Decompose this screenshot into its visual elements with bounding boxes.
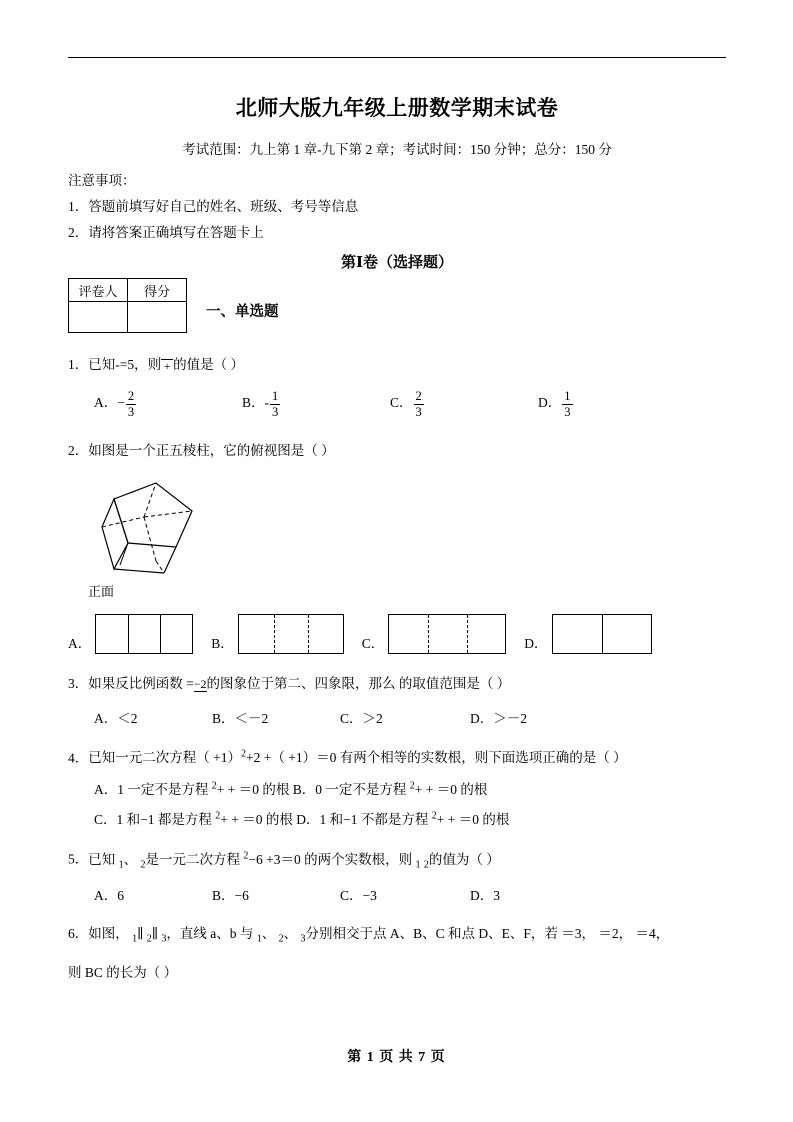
page-content bbox=[68, 0, 726, 981]
view-b-box bbox=[238, 614, 344, 654]
question-3-number: 3． bbox=[68, 676, 89, 692]
question-5-option-d[interactable] bbox=[470, 884, 500, 904]
view-d-box bbox=[552, 614, 652, 654]
view-a-line-1 bbox=[128, 615, 129, 653]
question-5-option-c-text: −3 bbox=[362, 888, 377, 904]
grader-label: 评卷人 bbox=[69, 279, 128, 302]
question-2-option-d[interactable] bbox=[524, 614, 651, 654]
question-1-option-d-label: D． bbox=[538, 395, 562, 411]
question-1-stem-a: 已知-=5，则 bbox=[88, 357, 162, 372]
question-5-option-d-text: 3 bbox=[493, 888, 500, 904]
view-b-line-2 bbox=[308, 615, 309, 653]
num: 2 bbox=[415, 389, 422, 404]
question-1-option-b-fraction bbox=[270, 389, 280, 419]
question-2-option-c-label: C． bbox=[361, 636, 385, 652]
question-1-option-b[interactable] bbox=[216, 389, 364, 419]
question-6-stem-line-1: 如图， $_1$∥ $_2$∥ $_3$，直线 a、b 与 $_1$、 $_2$、 $_3$分别相交于点 A、B、C 和点 D、E、F，若 ＝3， ＝2， ＝4， bbox=[88, 926, 670, 946]
question-3-frac-den bbox=[194, 691, 207, 692]
view-d-line-1 bbox=[602, 615, 603, 653]
question-2-option-a-label: A． bbox=[68, 636, 92, 652]
question-3-option-a[interactable] bbox=[94, 707, 212, 727]
question-3-option-b-label: B． bbox=[212, 710, 235, 726]
den: 3 bbox=[272, 404, 279, 419]
question-1-option-c-label: C． bbox=[390, 395, 413, 411]
score-label: 得分 bbox=[128, 279, 187, 302]
question-1-option-b-sign: - bbox=[264, 395, 270, 411]
question-3-option-b[interactable] bbox=[212, 707, 340, 727]
note-item-1 bbox=[68, 195, 726, 215]
question-3-stem-b: 的图象位于第二、四象限，那么 的取值范围是（ ） bbox=[206, 676, 511, 692]
question-3-frac-num: −2 bbox=[193, 677, 207, 692]
page-footer: 第 1 页 共 7 页 bbox=[347, 1050, 446, 1065]
question-1-option-a-sign: − bbox=[117, 395, 125, 411]
den: 3 bbox=[564, 404, 571, 419]
score-row bbox=[68, 278, 726, 340]
question-1-frac-den: + bbox=[161, 359, 173, 373]
question-6-number: 6． bbox=[68, 926, 89, 942]
question-1-stem-b: 的值是（ ） bbox=[173, 357, 244, 372]
notes-title: 注意事项： bbox=[68, 173, 136, 188]
exam-meta: 考试范围：九上第 1 章-九下第 2 章；考试时间：150 分钟；总分：150 分 bbox=[182, 142, 612, 157]
question-5-stem: 已知 $_1$、 $_2$是一元二次方程 $^2$−6 +3＝0 的两个实数根，则 $_1$ $_2$的值为（ ） bbox=[88, 850, 500, 871]
question-1-option-c[interactable] bbox=[364, 389, 512, 419]
question-1-option-a[interactable] bbox=[68, 389, 216, 419]
question-3-option-d[interactable] bbox=[470, 707, 527, 727]
question-1-option-d-fraction bbox=[562, 389, 572, 419]
question-5-number: 5． bbox=[68, 851, 89, 867]
view-c-line-2 bbox=[467, 615, 468, 653]
question-5 bbox=[68, 848, 726, 872]
view-b-line-1 bbox=[274, 615, 275, 653]
view-a-box bbox=[95, 614, 193, 654]
question-3-option-b-text: ＜－2 bbox=[234, 710, 269, 726]
question-3-options bbox=[68, 707, 726, 727]
question-1-options bbox=[68, 389, 726, 419]
question-1-number: 1． bbox=[68, 357, 89, 372]
question-1-option-b-label: B． bbox=[242, 395, 265, 411]
pentagonal-prism-figure bbox=[84, 469, 214, 579]
question-2-option-a[interactable] bbox=[68, 614, 193, 654]
question-1-option-a-label: A． bbox=[94, 395, 118, 411]
question-3-option-d-label: D． bbox=[470, 710, 494, 726]
question-4-number: 4． bbox=[68, 750, 89, 765]
question-3-stem-a: 如果反比例函数 = bbox=[88, 676, 194, 692]
section-heading: 第Ⅰ卷（选择题） bbox=[340, 255, 454, 271]
question-2 bbox=[68, 441, 726, 461]
score-box-table bbox=[68, 278, 187, 333]
question-3-option-c-text: ＞2 bbox=[362, 710, 383, 726]
question-4-stem: 已知一元二次方程（ +1）$^2$+2 +（ +1）＝0 有两个相等的实数根，则下面选项正确的是（ ） bbox=[88, 748, 627, 765]
question-4-options-ab: A．1 一定不是方程 $^2$+ + ＝0 的根 B．0 一定不是方程 $^2$+ + ＝0 的根 bbox=[94, 780, 488, 798]
num: 2 bbox=[127, 389, 135, 404]
page-title: 北师大版九年级上册数学期末试卷 bbox=[235, 96, 559, 120]
den: 3 bbox=[415, 404, 422, 419]
question-1-option-d[interactable] bbox=[512, 389, 660, 419]
question-3-inline-fraction bbox=[194, 678, 207, 692]
question-1 bbox=[68, 355, 726, 375]
num: 1 bbox=[272, 389, 279, 404]
grader-value-cell[interactable] bbox=[69, 302, 128, 333]
note-text-1: 1．答题前填写好自己的姓名、班级、考号等信息 bbox=[68, 199, 359, 214]
question-1-option-c-fraction bbox=[414, 389, 424, 419]
question-5-option-d-label: D． bbox=[470, 888, 494, 904]
note-item-2 bbox=[68, 221, 726, 241]
question-2-view-options bbox=[68, 614, 726, 654]
subsection-heading: 一、单选题 bbox=[206, 304, 279, 320]
question-2-option-b[interactable] bbox=[211, 614, 344, 654]
question-4 bbox=[68, 747, 726, 769]
question-2-option-b-label: B． bbox=[211, 636, 234, 652]
question-4-option-line-2[interactable] bbox=[68, 808, 726, 828]
view-a-line-2 bbox=[160, 615, 161, 653]
question-2-number: 2． bbox=[68, 443, 89, 458]
question-3-option-a-label: A． bbox=[94, 710, 118, 726]
question-4-options-cd: C．1 和−1 都是方程 $^2$+ + ＝0 的根 D．1 和−1 不都是方程 $^2$+ + ＝0 的根 bbox=[94, 810, 510, 828]
question-5-option-b-text: −6 bbox=[234, 888, 249, 904]
question-5-option-a-label: A． bbox=[94, 888, 118, 904]
question-3-option-c[interactable] bbox=[340, 707, 470, 727]
question-5-option-b-label: B． bbox=[212, 888, 235, 904]
question-6-stem-line-2-row bbox=[68, 961, 726, 981]
question-3-option-a-text: ＜2 bbox=[117, 710, 138, 726]
question-2-stem: 如图是一个正五棱柱，它的俯视图是（ ） bbox=[88, 443, 335, 458]
question-5-option-a[interactable] bbox=[94, 884, 212, 904]
view-c-line-1 bbox=[428, 615, 429, 653]
question-5-option-c-label: C． bbox=[340, 888, 363, 904]
figure-caption-front: 正面 bbox=[88, 584, 115, 600]
view-c-box bbox=[388, 614, 506, 654]
question-5-option-a-text: 6 bbox=[117, 888, 124, 904]
question-2-option-d-label: D． bbox=[524, 636, 548, 652]
question-5-option-c[interactable] bbox=[340, 884, 470, 904]
den: 3 bbox=[127, 404, 135, 419]
question-1-inline-fraction bbox=[161, 359, 173, 373]
question-5-option-b[interactable] bbox=[212, 884, 340, 904]
score-value-cell[interactable] bbox=[128, 302, 187, 333]
question-4-option-line-1[interactable] bbox=[68, 778, 726, 798]
question-5-options bbox=[68, 884, 726, 904]
question-3-option-c-label: C． bbox=[340, 710, 363, 726]
question-3 bbox=[68, 674, 726, 694]
question-1-option-a-fraction bbox=[126, 389, 136, 419]
num: 1 bbox=[564, 389, 571, 404]
question-3-option-d-text: ＞－2 bbox=[493, 710, 527, 726]
question-2-option-c[interactable] bbox=[362, 614, 507, 654]
note-text-2: 2．请将答案正确填写在答题卡上 bbox=[68, 225, 264, 240]
question-6-stem-line-2: 则 BC 的长为（ ） bbox=[68, 965, 178, 981]
question-6 bbox=[68, 924, 726, 947]
